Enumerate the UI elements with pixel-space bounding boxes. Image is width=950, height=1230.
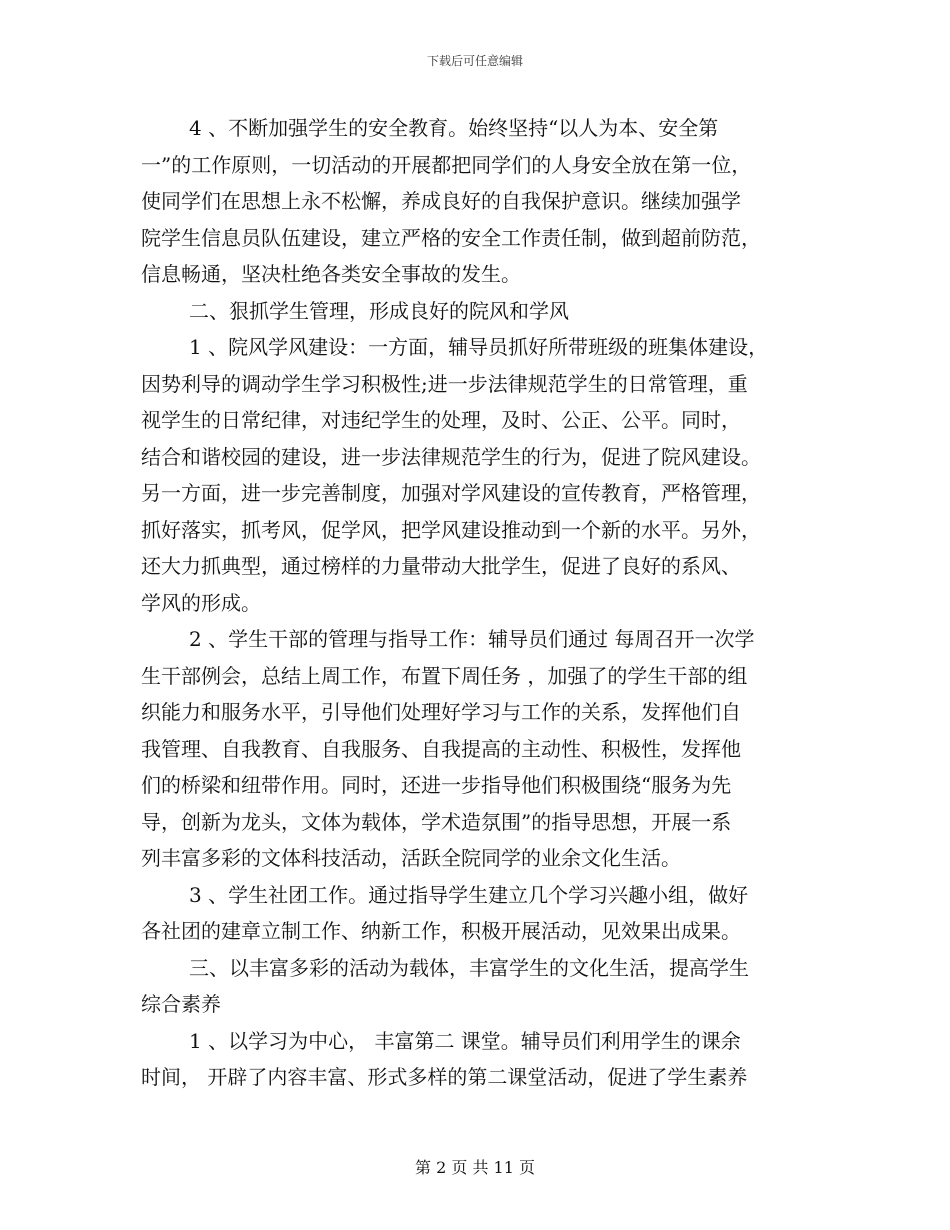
text-line: 学风的形成。 <box>141 590 261 615</box>
text-line: 各社团的建章立制工作、纳新工作，积极开展活动，见效果出成果。 <box>141 919 741 943</box>
text-line: 2 、学生干部的管理与指导工作：辅导员们通过 每周召开一次学 <box>189 627 755 651</box>
text-line: 织能力和服务水平，引导他们处理好学习与工作的关系，发挥他们自 <box>141 700 741 724</box>
text-line: 生干部例会，总结上周工作，布置下周任务 ，加强了的学生干部的组 <box>141 663 748 688</box>
text-line: 我管理、自我教育、自我服务、自我提高的主动性、积极性，发挥他 <box>141 736 741 761</box>
section-heading-cont: 综合素养 <box>141 992 221 1016</box>
text-line: 视学生的日常纪律，对违纪学生的处理，及时、公正、公平。同时， <box>141 408 741 432</box>
text-line: 1 、以学习为中心， 丰富第二 课堂。辅导员们利用学生的课余 <box>189 1028 741 1053</box>
document-body <box>141 110 811 1096</box>
text-line: 信息畅通，坚决杜绝各类安全事故的发生。 <box>141 262 521 286</box>
text-line: 们的桥梁和纽带作用。同时，还进一步指导他们积极围绕“服务为先 <box>141 773 732 797</box>
text-line: 4 、不断加强学生的安全教育。始终坚持“以人为本、安全第 <box>189 116 719 140</box>
text-line: 另一方面，进一步完善制度，加强对学风建设的宣传教育，严格管理， <box>141 481 761 505</box>
page-number: 第 2 页 共 11 页 <box>415 1158 535 1177</box>
section-heading: 二、狠抓学生管理，形成良好的院风和学风 <box>189 298 569 323</box>
text-line: 导，创新为龙头，文体为载体，学术造氛围”的指导思想，开展一系 <box>141 809 732 834</box>
header-note: 下载后可任意编辑 <box>426 54 523 68</box>
text-line: 抓好落实，抓考风，促学风，把学风建设推动到一个新的水平。另外， <box>141 517 761 542</box>
text-line: 时间， 开辟了内容丰富、形式多样的第二课堂活动，促进了学生素养 <box>141 1065 748 1089</box>
text-line: 使同学们在思想上永不松懈，养成良好的自我保护意识。继续加强学 <box>141 189 741 213</box>
text-line: 3 、学生社团工作。通过指导学生建立几个学习兴趣小组，做好 <box>189 882 749 907</box>
text-line: 一”的工作原则，一切活动的开展都把同学们的人身安全放在第一位， <box>141 152 752 177</box>
text-line: 1 、院风学风建设：一方面，辅导员抓好所带班级的班集体建设， <box>189 335 769 359</box>
section-heading: 三、以丰富多彩的活动为载体，丰富学生的文化生活，提高学生 <box>189 955 749 980</box>
text-line: 还大力抓典型，通过榜样的力量带动大批学生，促进了良好的系风、 <box>141 554 741 578</box>
text-line: 因势利导的调动学生学习积极性;进一步法律规范学生的日常管理，重 <box>141 371 748 396</box>
text-line: 院学生信息员队伍建设，建立严格的安全工作责任制，做到超前防范， <box>141 225 761 250</box>
text-line: 列丰富多彩的文体科技活动，活跃全院同学的业余文化生活。 <box>141 846 681 870</box>
text-line: 结合和谐校园的建设，进一步法律规范学生的行为，促进了院风建设。 <box>141 444 761 469</box>
